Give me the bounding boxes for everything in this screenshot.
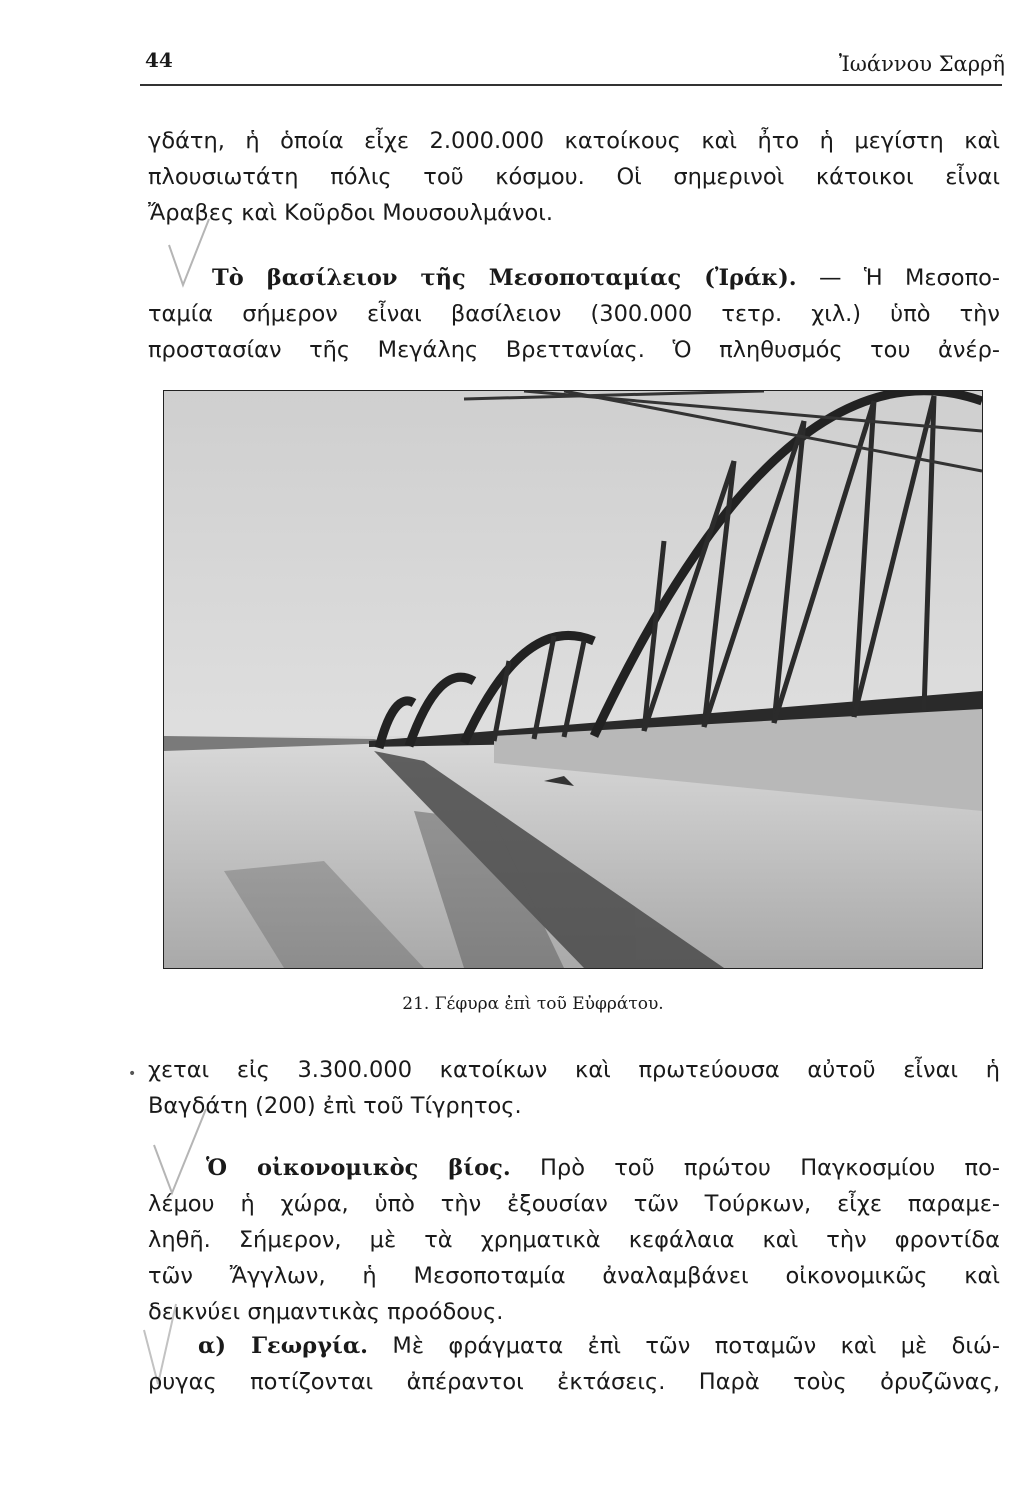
text-line: χεται εἰς 3.300.000 κατοίκων καὶ πρωτεύουσα αὐτοῦ εἶναι ἡ <box>148 1057 1000 1083</box>
page-header <box>145 44 1005 80</box>
header-rule <box>140 84 1002 86</box>
text-line: Ἄραβες καὶ Κοῦρδοι Μουσουλμάνοι. <box>148 200 554 226</box>
paragraph-agriculture <box>148 1328 1000 1400</box>
figure-caption <box>0 994 1026 1014</box>
text-line: γδάτη, ἡ ὁποία εἶχε 2.000.000 κατοίκους καὶ ἦτο ἡ μεγίστη καὶ <box>148 128 1000 154</box>
section-heading: Τὸ βασίλειον τῆς Μεσοποταμίας (Ἰράκ). <box>212 265 797 291</box>
heading-continuation: Μὲ φράγματα ἐπὶ τῶν ποταμῶν καὶ μὲ διώ- <box>368 1333 1000 1359</box>
text-line: λέμου ἡ χώρα, ὑπὸ τὴν ἐξουσίαν τῶν Τούρκων, εἶχε παραμε- <box>148 1191 1000 1217</box>
paragraph-kingdom <box>148 260 1000 368</box>
page-number: 44 <box>145 48 173 72</box>
text-line: προστασίαν τῆς Μεγάλης Βρεττανίας. Ὁ πληθυσμός του ἀνέρ- <box>148 337 1000 363</box>
text-line <box>148 260 1000 296</box>
caption-text: 21. Γέφυρα ἐπὶ τοῦ Εὐφράτου. <box>402 994 664 1014</box>
text-line: ρυγας ποτίζονται ἀπέραντοι ἐκτάσεις. Παρὰ τοὺς ὀρυζῶνας, <box>148 1369 1000 1395</box>
text-line: ληθῆ. Σήμερον, μὲ τὰ χρηματικὰ κεφάλαια καὶ τὴν φροντίδα <box>148 1227 1000 1253</box>
text-line: πλουσιωτάτη πόλις τοῦ κόσμου. Οἱ σημερινοὶ κάτοικοι εἶναι <box>148 164 1000 190</box>
running-title: Ἰωάννου Σαρρῆ <box>838 52 1005 76</box>
paragraph-economy <box>148 1150 1000 1330</box>
heading-continuation: — Ἡ Μεσοπο- <box>796 265 1000 291</box>
text-line <box>148 1150 1000 1186</box>
section-heading: α) Γεωργία. <box>198 1333 368 1359</box>
margin-dot: • <box>128 1066 137 1082</box>
paragraph-baghdad <box>148 123 1000 231</box>
text-line: τῶν Ἄγγλων, ἡ Μεσοποταμία ἀναλαμβάνει οἰκονομικῶς καὶ <box>148 1263 1000 1289</box>
section-heading: Ὁ οἰκονομικὸς βίος. <box>206 1155 511 1181</box>
paragraph-population <box>148 1052 1000 1124</box>
text-line: δεικνύει σημαντικὰς προόδους. <box>148 1299 504 1325</box>
text-line: ταμία σήμερον εἶναι βασίλειον (300.000 τετρ. χιλ.) ὑπὸ τὴν <box>148 301 1000 327</box>
bridge-photograph <box>163 390 983 969</box>
text-line <box>148 1328 1000 1364</box>
text-line: Βαγδάτη (200) ἐπὶ τοῦ Τίγρητος. <box>148 1093 522 1119</box>
heading-continuation: Πρὸ τοῦ πρώτου Παγκοσμίου πο- <box>510 1155 1000 1181</box>
